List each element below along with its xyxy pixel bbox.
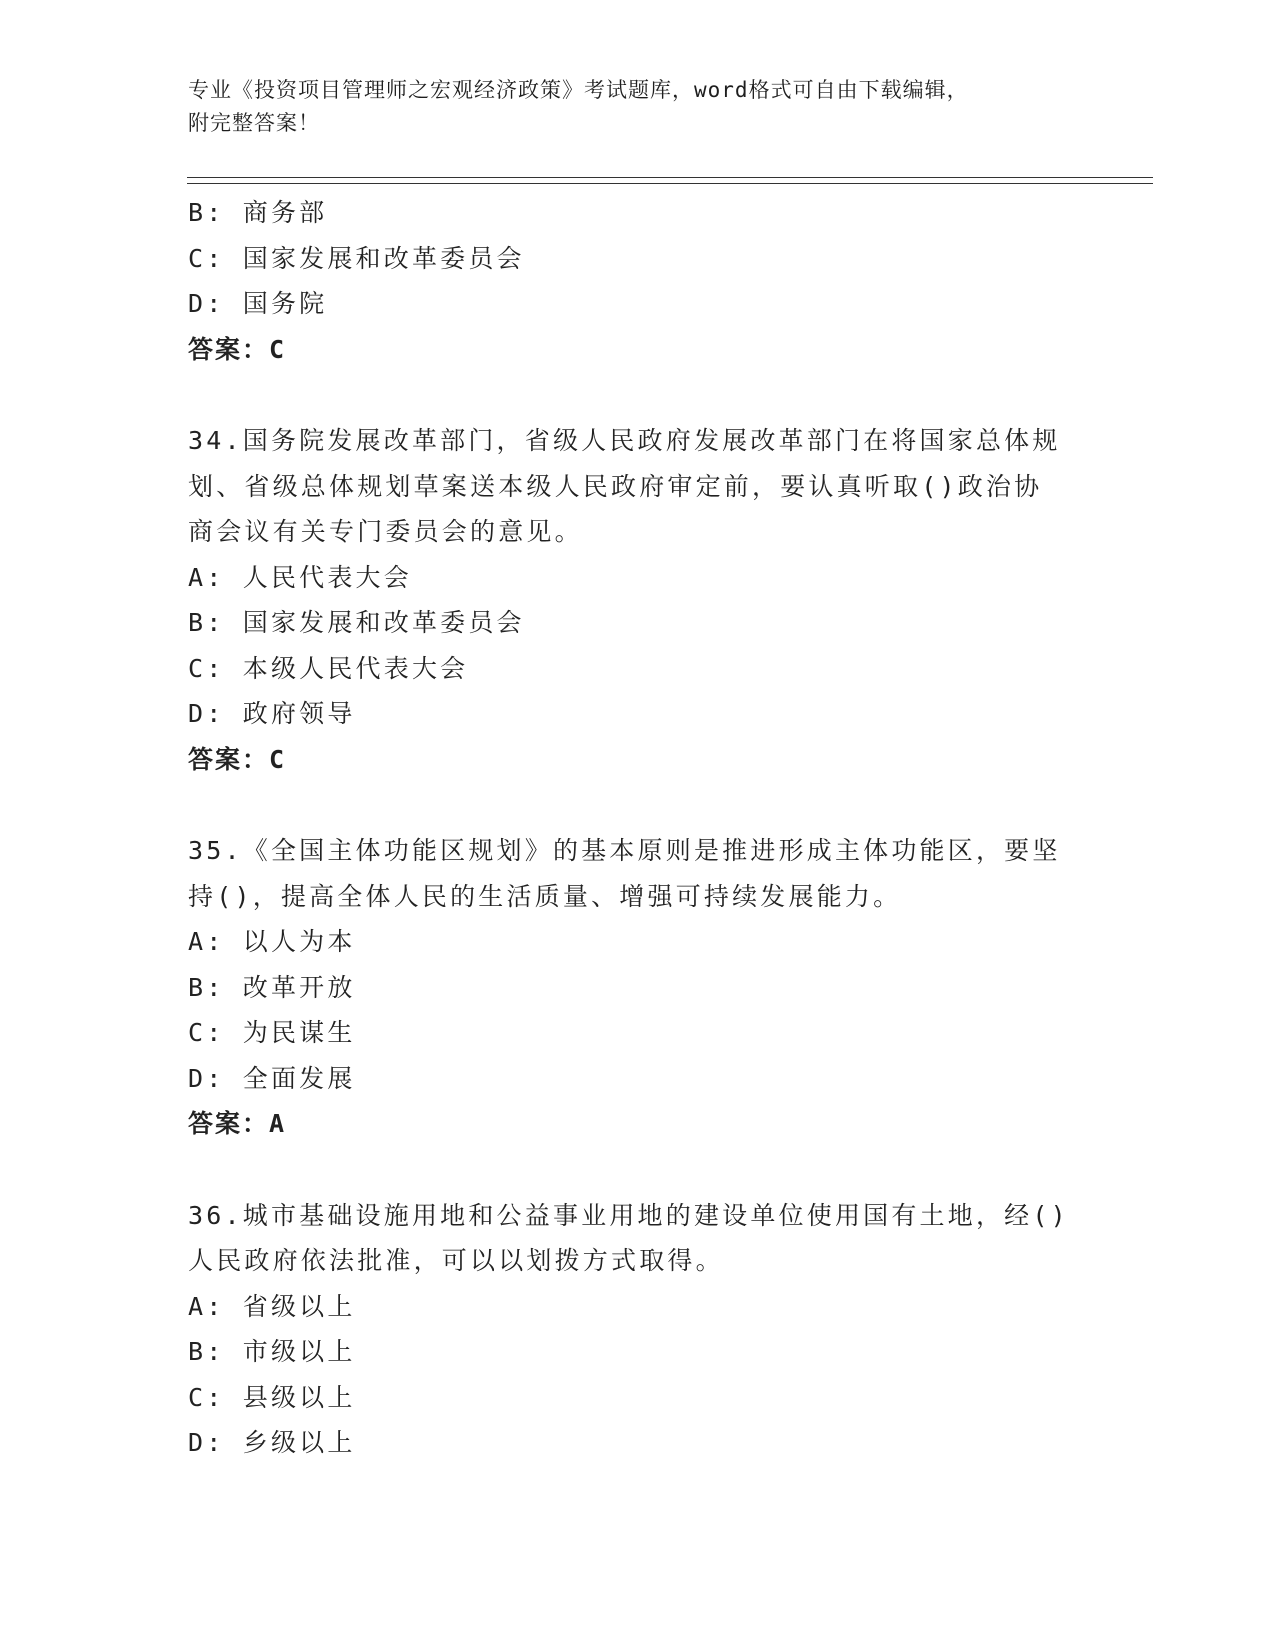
option-d: D: 乡级以上 <box>188 1428 356 1457</box>
option-c: C: 本级人民代表大会 <box>188 653 469 683</box>
option-d: D: 政府领导 <box>188 699 356 728</box>
question-stem-line: 持()，提高全体人民的生活质量、增强可持续发展能力。 <box>188 881 902 911</box>
question-list <box>188 190 1088 1466</box>
question-35 <box>188 828 1088 1147</box>
question-36 <box>188 1193 1088 1466</box>
header-line-1: 专业《投资项目管理师之宏观经济政策》考试题库，word格式可自由下载编辑， <box>188 78 969 102</box>
question-stem-line: 36.城市基础设施用地和公益事业用地的建设单位使用国有土地，经() <box>188 1200 1069 1230</box>
question-stem-line: 35.《全国主体功能区规划》的基本原则是推进形成主体功能区，要坚 <box>188 836 1061 865</box>
answer: 答案：C <box>188 334 287 364</box>
spacer <box>188 1147 1088 1193</box>
answer: 答案：A <box>188 1109 287 1138</box>
option-c: C: 为民谋生 <box>188 1018 356 1047</box>
header-divider-bottom <box>187 183 1153 184</box>
spacer <box>188 372 1088 418</box>
header-line-2: 附完整答案！ <box>188 111 320 135</box>
question-stem-line: 商会议有关专门委员会的意见。 <box>188 517 583 546</box>
option-d: D: 全面发展 <box>188 1063 356 1093</box>
question-34 <box>188 418 1088 782</box>
header-divider-top <box>187 177 1153 178</box>
option-d: D: 国务院 <box>188 289 328 318</box>
option-c: C: 国家发展和改革委员会 <box>188 243 525 273</box>
spacer <box>188 782 1088 828</box>
option-b: B: 市级以上 <box>188 1337 356 1366</box>
option-b: B: 改革开放 <box>188 972 356 1002</box>
option-a: A: 人民代表大会 <box>188 562 412 592</box>
document-header <box>188 74 1088 140</box>
question-stem-line: 划、省级总体规划草案送本级人民政府审定前，要认真听取()政治协 <box>188 471 1043 501</box>
option-c: C: 县级以上 <box>188 1382 356 1412</box>
option-b: B: 商务部 <box>188 198 328 227</box>
question-stem-line: 34.国务院发展改革部门，省级人民政府发展改革部门在将国家总体规 <box>188 426 1061 455</box>
answer: 答案：C <box>188 744 287 774</box>
option-a: A: 以人为本 <box>188 927 356 956</box>
question-stem-line: 人民政府依法批准，可以以划拨方式取得。 <box>188 1246 724 1275</box>
option-b: B: 国家发展和改革委员会 <box>188 608 525 637</box>
option-a: A: 省级以上 <box>188 1291 356 1321</box>
question-33-tail <box>188 190 1088 372</box>
